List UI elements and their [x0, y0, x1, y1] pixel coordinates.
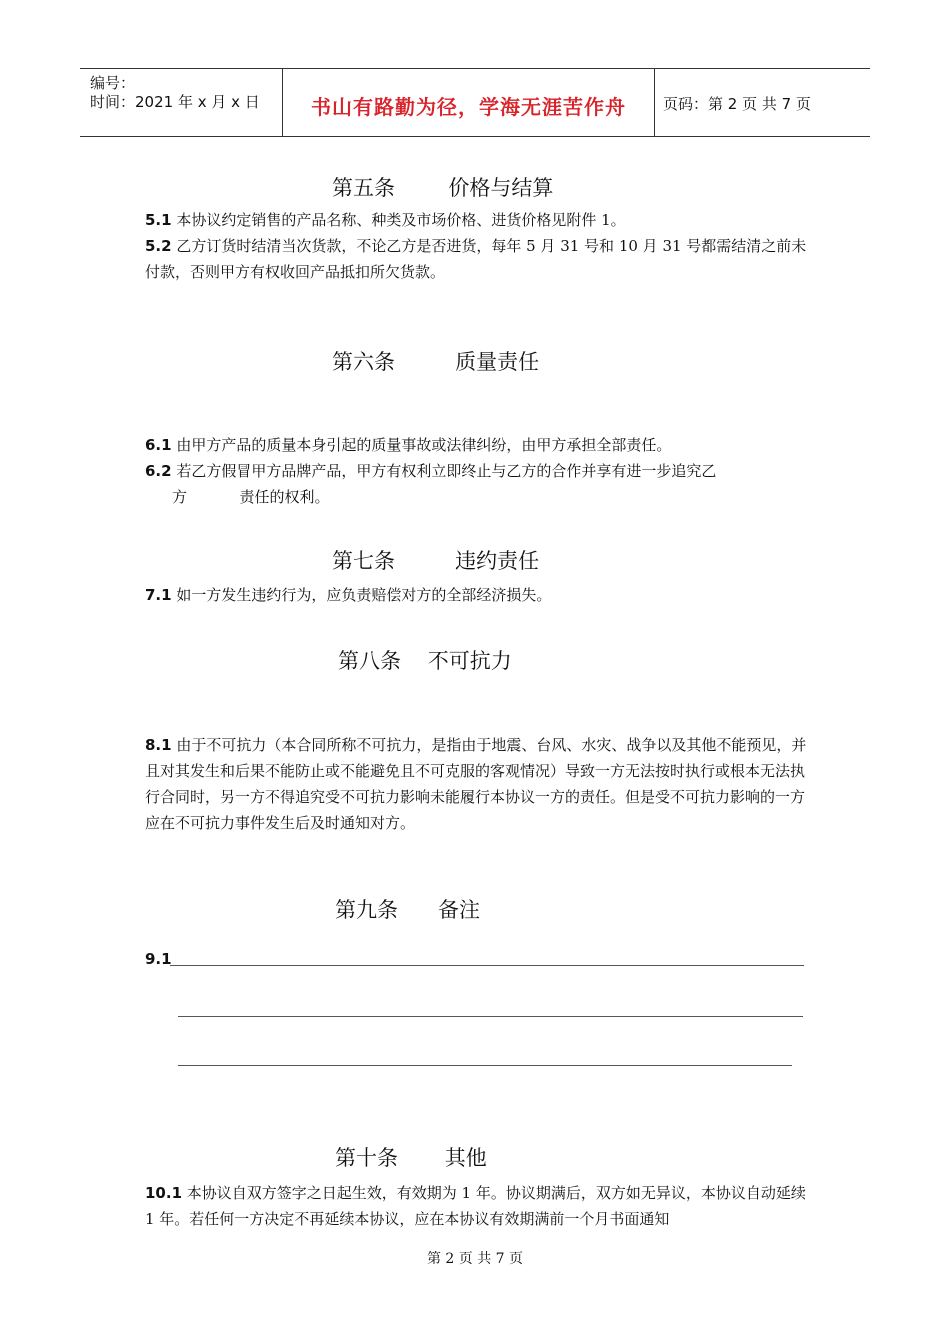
clause-5-1 — [145, 207, 807, 233]
remark-blank-line-1[interactable] — [170, 965, 804, 966]
clause-number: 6.1 — [145, 436, 172, 454]
clause-text: 若乙方假冒甲方品牌产品，甲方有权利立即终止与乙方的合作并享有进一步追究乙 — [171, 462, 717, 480]
clause-text: 由于不可抗力（本合同所称不可抗力，是指由于地震、台风、水灾、战争以及其他不能预见，并且对其发生和后果不能防止或不能避免且不可克服的客观情况）导致一方无法按时执行或根本无法执行合同时，另一方不得追究受不可抗力影响未能履行本协议一方的责任。但是受不可抗力影响的一方应在不可抗力事件发生后及时通知对方。 — [145, 736, 807, 832]
clause-5-2 — [145, 233, 807, 285]
header-page-info: 页码：第 2 页 共 7 页 — [663, 95, 811, 113]
article-6-title: 第六条 质量责任 — [332, 350, 540, 374]
clause-text: 如一方发生违约行为，应负责赔偿对方的全部经济损失。 — [171, 586, 552, 604]
clause-text: 由甲方产品的质量本身引起的质量事故或法律纠纷，由甲方承担全部责任。 — [171, 436, 672, 454]
header-motto: 书山有路勤为径，学海无涯苦作舟 — [311, 95, 626, 119]
clause-6-2 — [145, 458, 807, 484]
clause-number: 5.1 — [145, 211, 172, 229]
article-9-title: 第九条 备注 — [335, 898, 481, 922]
clause-number: 7.1 — [145, 586, 172, 604]
clause-9-1 — [145, 946, 185, 972]
clause-6-2-continued: 方 责任的权利。 — [172, 488, 330, 506]
clause-number: 9.1 — [145, 950, 172, 968]
clause-number: 5.2 — [145, 237, 172, 255]
article-5-title: 第五条 价格与结算 — [332, 176, 554, 200]
clause-6-1 — [145, 432, 807, 458]
document-header — [80, 68, 870, 137]
clause-8-1 — [145, 732, 807, 836]
clause-text: 乙方订货时结清当次货款，不论乙方是否进货，每年 5 月 31 号和 10 月 31 号都需结清之前未付款，否则甲方有权收回产品抵扣所欠货款。 — [145, 237, 807, 281]
clause-number: 10.1 — [145, 1184, 183, 1202]
clause-text: 本协议约定销售的产品名称、种类及市场价格、进货价格见附件 1。 — [171, 211, 626, 229]
clause-number: 8.1 — [145, 736, 172, 754]
clause-number: 6.2 — [145, 462, 172, 480]
article-7-title: 第七条 违约责任 — [332, 549, 540, 573]
page-footer: 第 2 页 共 7 页 — [426, 1251, 524, 1267]
header-motto-cell — [283, 69, 655, 136]
remark-blank-line-2[interactable] — [178, 1016, 803, 1017]
time-label: 时间：2021 年 x 月 x 日 — [90, 93, 260, 111]
remark-blank-line-3[interactable] — [178, 1065, 792, 1066]
clause-7-1 — [145, 582, 807, 608]
number-label: 编号： — [90, 74, 136, 92]
header-meta-cell — [80, 69, 283, 136]
clause-10-1 — [145, 1180, 807, 1232]
article-10-title: 第十条 其他 — [335, 1146, 487, 1170]
article-8-title: 第八条 不可抗力 — [338, 649, 512, 673]
clause-text: 本协议自双方签字之日起生效，有效期为 1 年。协议期满后，双方如无异议，本协议自动延续 1 年。若任何一方决定不再延续本协议，应在本协议有效期满前一个月书面通知 — [145, 1184, 806, 1228]
